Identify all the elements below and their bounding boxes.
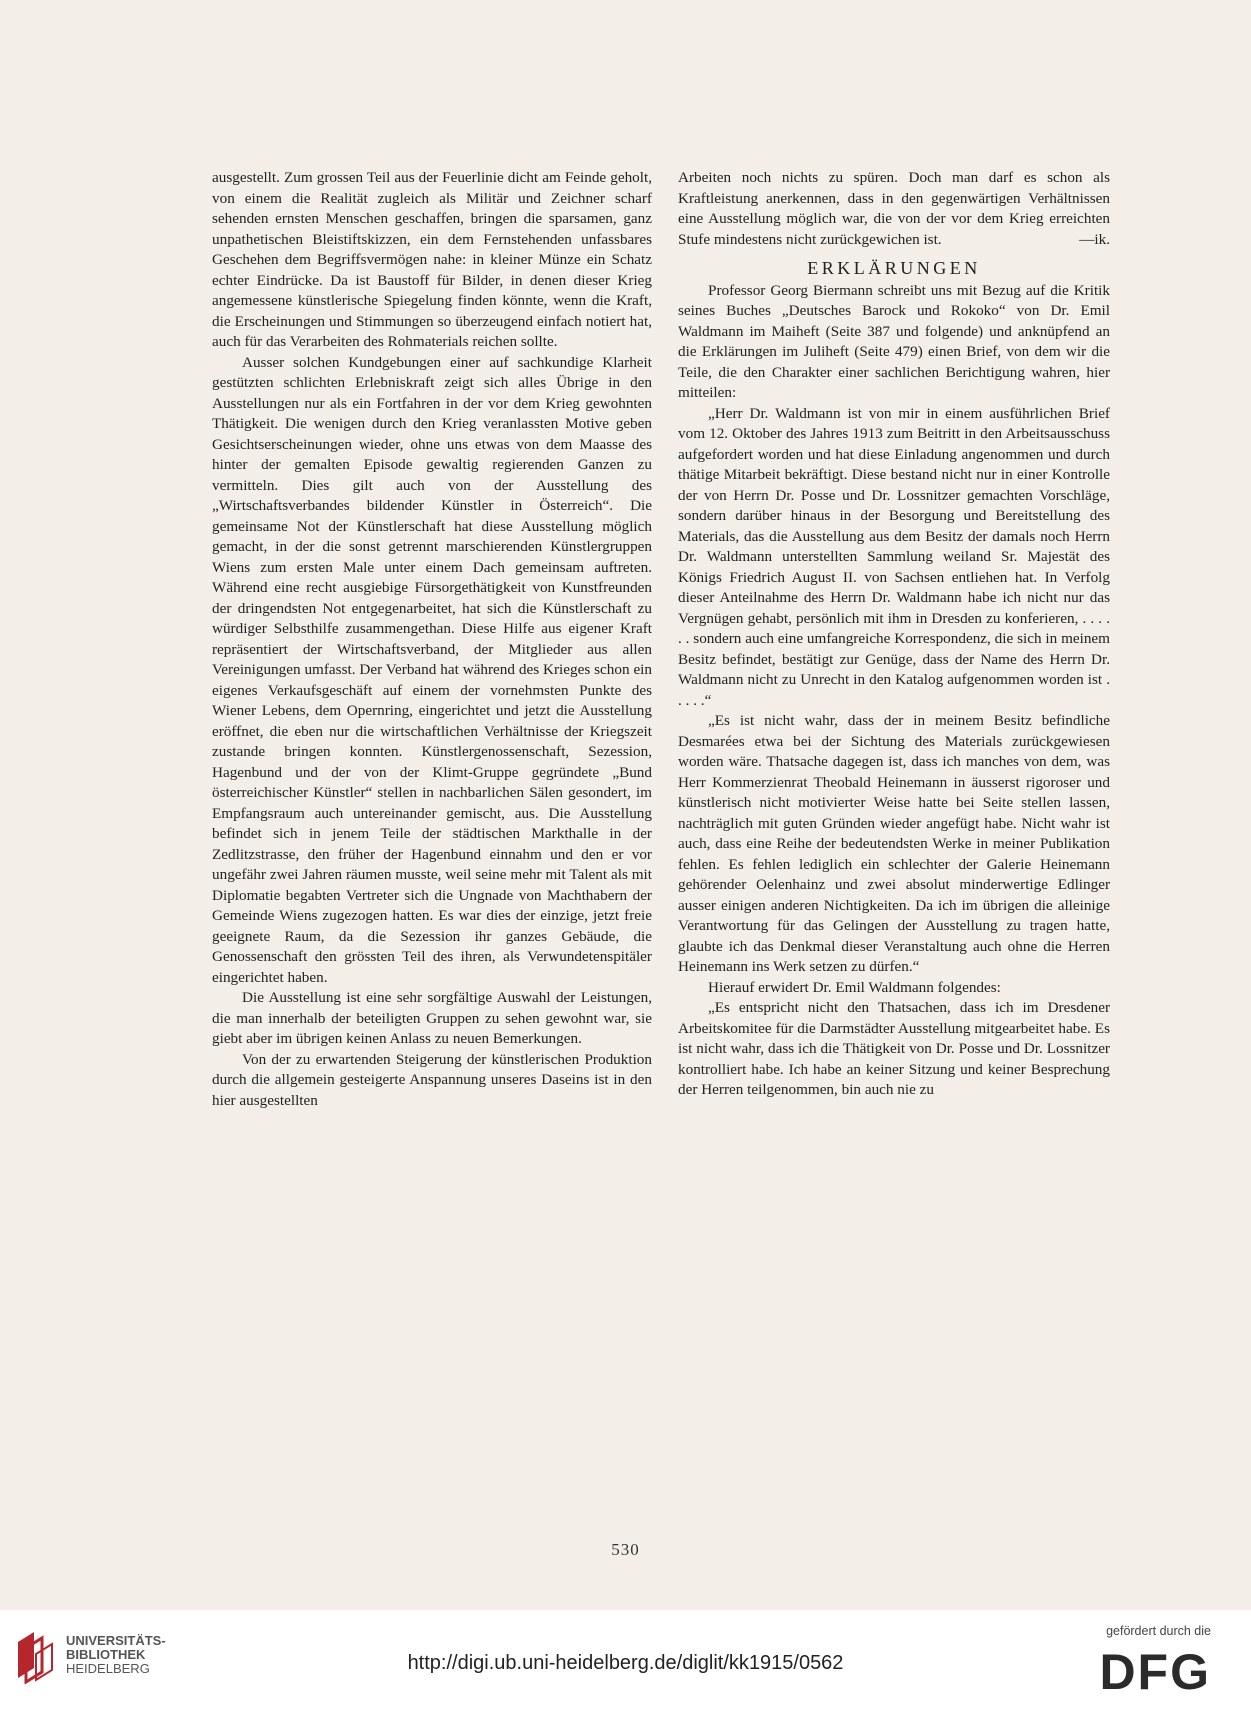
right-intro-text: Arbeiten noch nichts zu spüren. Doch man darf es schon als Kraftleistung anerkennen, dass in den gegenwärtigen Verhältnissen eine Ausstellung möglich war, die von der vor dem Krieg erreichten Stufe mindestens nicht zurückgewichen ist. [678,169,1110,248]
funding-caption: gefördert durch die [1106,1624,1211,1638]
right-paragraph-5: „Es entspricht nicht den Thatsachen, dass ich im Dresdener Arbeitskomitee für die Darmstädter Ausstellung mitgearbeitet habe. Es ist nicht wahr, dass ich die Thätigkeit von Dr. Posse und Dr. Lossnitzer kontrolliert habe. Ich habe an keiner Sitzung und keiner Besprechung der Herren teilgenommen, bin auch nie zu [678,999,1110,1098]
right-paragraph-3: „Es ist nicht wahr, dass der in meinem Besitz befindliche Desmarées etwa bei der Sichtung des Materials zurückgewiesen worden wäre. Thatsache dagegen ist, dass ich manches von dem, was Herr Kommerzienrat Theobald Heinemann in äusserst rigoroser und künstlerisch nicht motivierter Weise hatte bei Seite stellen lassen, nachträglich mit guten Gründen wieder angefügt habe. Nicht wahr ist auch, dass eine Reihe der bedeutendsten Werke in meiner Publikation fehlen. Es fehlen lediglich ein schlechter der Galerie Heinemann gehörender Oelenhainz und zwei absolut minderwertige Edlinger ausser einigen anderen Nichtigkeiten. Da ich im übrigen die alleinige Verantwortung für das Gelingen der Ausstellung zu tragen hatte, glaubte ich das Denkmal dieser Veranstaltung auch ohne die Herren Heinemann ins Werk setzen zu dürfen.“ [678,712,1110,975]
library-line-1: UNIVERSITÄTS- [66,1633,166,1648]
right-intro [678,168,1110,250]
footer-bar [0,1610,1251,1712]
left-paragraph-2: Ausser solchen Kundgebungen einer auf sachkundige Klarheit gestützten schlichten Erlebniskraft zeigt sich alles Übrige in den Ausstellungen nur als ein Fortfahren in der vor dem Krieg gewohnten Thätigkeit. Die wenigen durch den Krieg veranlassten Motive geben Gesichtserscheinungen wieder, ohne uns etwas von dem Maasse des hinter der gemalten Episode gewaltig regierenden Ganzen zu vermitteln. Dies gilt auch von der Ausstellung des „Wirtschaftsverbandes bildender Künstler in Österreich“. Die gemeinsame Not der Künstlerschaft hat diese Ausstellung möglich gemacht, in der die sonst getrennt marschierenden Künstlergruppen Wiens zum ersten Male unter einem Dach gemeinsam auftreten. Während eine recht ausgiebige Fürsorgethätigkeit von Kunstfreunden der dringendsten Not entgegenarbeitet, hat sich die Künstlerschaft zu würdiger Selbsthilfe zusammengethan. Diese Hilfe aus eigener Kraft repräsentiert der Wirtschaftsverband, der Mitglieder aus allen Vereinigungen umfasst. Der Verband hat während des Krieges schon ein eigenes Verkaufsgeschäft auf einem der vornehmsten Punkte des Wiener Lebens, dem Opernring, eingerichtet und jetzt die Ausstellung eröffnet, die eben nur die wirtschaftlichen Verhältnisse der Kriegszeit zustande bringen konnten. Künstlergenossenschaft, Sezession, Hagenbund und der von der Klimt-Gruppe gegründete „Bund österreichischer Künstler“ stellen in nachbarlichen Sälen gesondert, im Empfangsraum auch untereinander gemischt, aus. Die Ausstellung befindet sich in jenem Teile der städtischen Markthalle in der Zedlitzstrasse, den früher der Hagenbund einnahm und den er vor ungefähr zwei Jahren räumen musste, weil seine mehr mit Talent als mit Diplomatie begabten Vertreter sich die Ungnade von Machthabern der Gemeinde Wiens zugezogen hatten. Es war dies der einzige, jetzt freie geeignete Raum, da die Sezession ihr ganzes Gebäude, die Genossenschaft den grössten Teil des ihren, als Verwundetenspitäler eingerichtet haben. [212,353,652,986]
left-paragraph-4: Von der zu erwartenden Steigerung der künstlerischen Produktion durch die allgemein gesteigerte Anspannung unseres Daseins ist in den hier ausgestellten [212,1050,652,1109]
library-line-2: BIBLIOTHEK [66,1647,146,1662]
signature: —ik. [1079,230,1110,248]
left-column [212,168,652,1111]
right-paragraph-2: „Herr Dr. Waldmann ist von mir in einem ausführlichen Brief vom 12. Oktober des Jahres 1913 zum Beitritt in den Arbeitsausschuss aufgefordert worden und hat diese Einladung angenommen und durch thätige Mitarbeit bekräftigt. Diese bestand nicht nur in einer Kontrolle der von Herrn Dr. Posse und Dr. Lossnitzer gemachten Vorschläge, sondern darüber hinaus in der Besorgung und Bereitstellung des Materials, das die Ausstellung aus dem Besitz der damals noch Herrn Dr. Waldmann unterstellten Sammlung weiland Sr. Majestät des Königs Friedrich August II. von Sachsen entliehen hat. In Verfolg dieser Anteilnahme des Herrn Dr. Waldmann habe ich nicht nur das Vergnügen gehabt, persönlich mit ihm in Dresden zu konferieren, . . . . . . sondern auch eine umfangreiche Korrespondenz, die sich in meinem Besitz befindet, bestätigt zur Genüge, dass der Name des Herrn Dr. Waldmann nicht zu Unrecht in den Katalog aufgenommen worden ist . . . . .“ [678,404,1110,709]
library-line-3: HEIDELBERG [66,1661,150,1676]
right-column [678,168,1110,1101]
page-number: 530 [611,1540,640,1559]
left-paragraph-1: ausgestellt. Zum grossen Teil aus der Feuerlinie dicht am Feinde geholt, von einem die Realität zugleich als Militär und Zeichner scharf sehenden ernsten Menschen geschaffen, bringen die sparsamen, ganz unpathetischen Bleistiftskizzen, ein dem Fernstehenden unfassbares Geschehen dem Begriffsvermögen nahe: in kleiner Münze ein Schatz echter Eindrücke. Da ist Baustoff für Bilder, in denen dieser Krieg angemessene künstlerische Spiegelung finden könnte, wenn die Kraft, die Erscheinungen und Stimmungen so überzeugend einfach notiert hat, auch für das Verarbeiten des Rohmaterials reichen sollte. [212,169,652,350]
dfg-logo: DFG [1099,1644,1211,1700]
section-heading: ERKLÄRUNGEN [807,258,981,278]
right-paragraph-1: Professor Georg Biermann schreibt uns mit Bezug auf die Kritik seines Buches „Deutsches Barock und Rokoko“ von Dr. Emil Waldmann im Maiheft (Seite 387 und folgende) und anknüpfend an die Erklärungen im Juliheft (Seite 479) einen Brief, von dem wir die Teile, die den Charakter einer sachlichen Berichtigung wahren, hier mitteilen: [678,281,1110,401]
left-paragraph-3: Die Ausstellung ist eine sehr sorgfältige Auswahl der Leistungen, die man innerhalb der beteiligten Gruppen zu sehen gewohnt war, sie giebt aber im übrigen keinen Anlass zu neuen Bemerkungen. [212,989,652,1047]
source-url-link[interactable]: http://digi.ub.uni-heidelberg.de/diglit/kk1915/0562 [407,1652,844,1674]
right-paragraph-4: Hierauf erwidert Dr. Emil Waldmann folgendes: [708,978,1001,996]
